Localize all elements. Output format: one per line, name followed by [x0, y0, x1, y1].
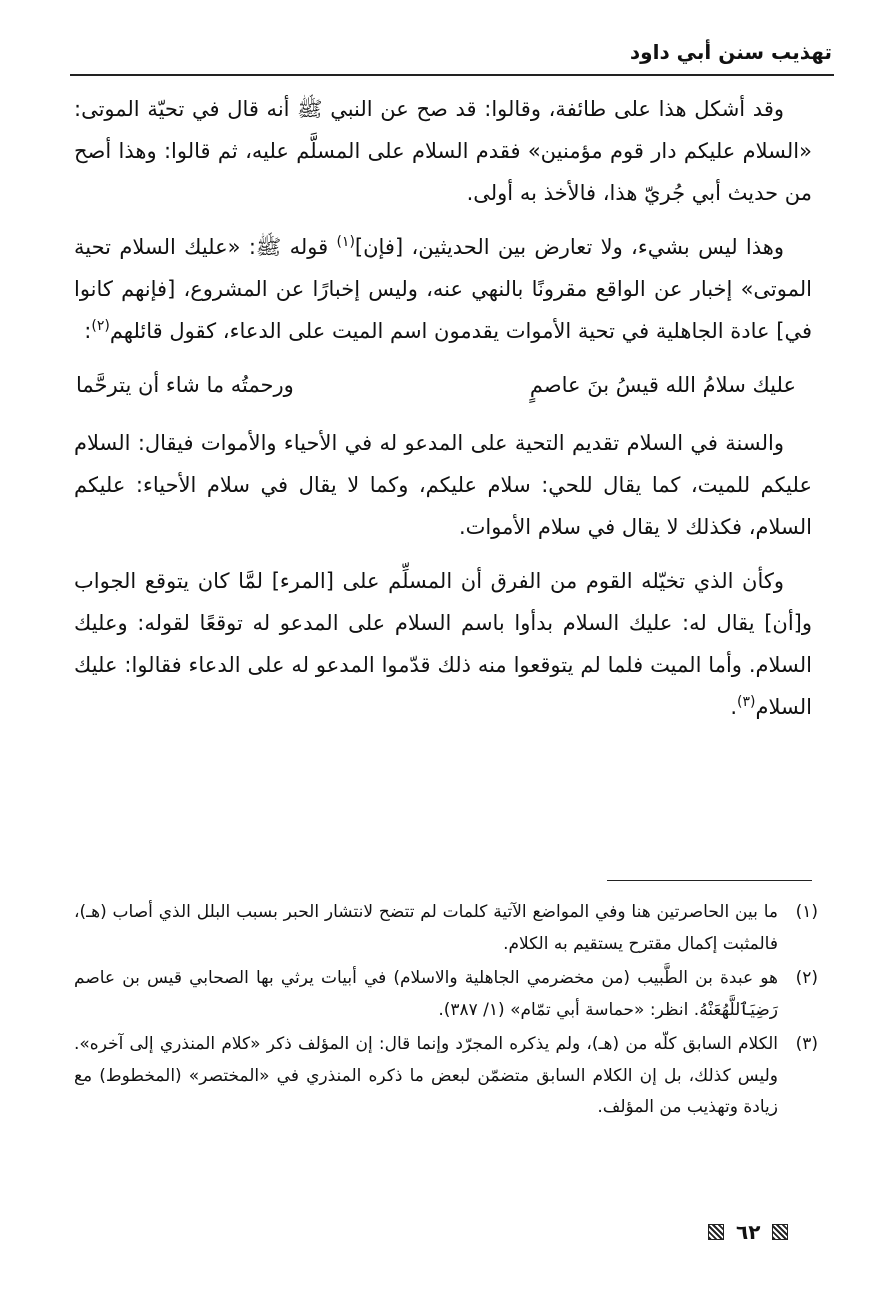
paragraph-4-part-a: وكأن الذي تخيّله القوم من الفرق أن المسلِّم على [المرء] لمَّا كان يتوقع الجواب و[أن] يقال له: عليك السلام بدأوا باسم السلام على المدعو له توقعًا لقوله: وعليك السلام. وأما الميت فلما لم يتوقعوا منه ذلك قدّموا المدعو له على الدعاء فقالوا: عليك السلام — [74, 569, 812, 719]
footnote-item — [74, 1029, 818, 1124]
footnote-item — [74, 963, 818, 1026]
page-footer — [708, 1218, 788, 1246]
page-number: ٦٢ — [736, 1220, 761, 1244]
paragraph-1: وقد أشكل هذا على طائفة، وقالوا: قد صح عن النبي ﷺ أنه قال في تحيّة الموتى: «السلام عليكم دار قوم مؤمنين» فقدم السلام على المسلَّم عليه، ثم قالوا: وهذا أصح من حديث أبي جُريّ هذا، فالأخذ به أولى. — [74, 97, 812, 205]
verse-first-hemistich: عليك سلامُ الله قيسُ بنَ عاصمٍ — [529, 373, 796, 397]
main-text — [74, 88, 812, 728]
footnotes — [74, 897, 818, 1127]
footnote-separator — [607, 880, 812, 881]
paragraph-2-part-a: وهذا ليس بشيء، ولا تعارض بين الحديثين، [فإن] — [354, 235, 784, 259]
paragraph-2 — [74, 226, 812, 352]
square-ornament-icon — [708, 1224, 724, 1240]
footnote-text: هو عبدة بن الطَّبيب (من مخضرمي الجاهلية والاسلام) في أبيات يرثي بها الصحابي قيس بن عاصم رَضِيَٱللَّهُعَنْهُ. انظر: «حماسة أبي تمّام» (١/ ٣٨٧). — [74, 968, 778, 1020]
paragraph-3: والسنة في السلام تقديم التحية على المدعو له في الأحياء والأموات فيقال: السلام عليكم للميت، كما يقال للحي: سلام عليكم، وكما لا يقال في سلام الأحياء: عليكم السلام، فكذلك لا يقال في سلام الأموات. — [74, 431, 812, 539]
footnote-ref-1: (١) — [336, 234, 355, 250]
footnote-text: الكلام السابق كلّه من (هـ)، ولم يذكره المجرّد وإنما قال: إن المؤلف ذكر «كلام المنذري إلى آخره». وليس كذلك، بل إن الكلام السابق متضمّن لبعض ما ذكره المنذري في «المختصر» (المخطوط) مع زيادة وتهذيب من المؤلف. — [74, 1034, 778, 1117]
paragraph-4-part-b: . — [730, 695, 738, 719]
header-rule — [70, 74, 834, 76]
footnote-ref-2: (٢) — [91, 318, 110, 334]
footnote-ref-3: (٣) — [737, 694, 756, 710]
square-ornament-icon — [772, 1224, 788, 1240]
footnote-number: (١) — [795, 902, 818, 922]
footnote-text: ما بين الحاصرتين هنا وفي المواضع الآتية كلمات لم تتضح لانتشار الحبر بسبب البلل الذي أصاب (هـ)، فالمثبت إكمال مقترح يستقيم به الكلام. — [74, 902, 778, 954]
running-title: تهذيب سنن أبي داود — [629, 40, 832, 64]
footnote-number: (٣) — [795, 1034, 818, 1054]
footnote-item — [74, 897, 818, 960]
verse-second-hemistich: ورحمتُه ما شاء أن يترحَّما — [76, 373, 294, 397]
paragraph-2-part-c: : — [84, 319, 92, 343]
poetry-verse — [74, 364, 812, 406]
footnote-number: (٢) — [795, 968, 818, 988]
paragraph-2-part-b: قوله ﷺ: «عليك السلام تحية الموتى» إخبار عن الواقع مقرونًا بالنهي عنه، وليس إخبارًا عن المشروع، [فإنهم كانوا في] عادة الجاهلية في تحية الأموات يقدمون اسم الميت على الدعاء، كقول قائلهم — [74, 235, 812, 343]
paragraph-4 — [74, 560, 812, 728]
